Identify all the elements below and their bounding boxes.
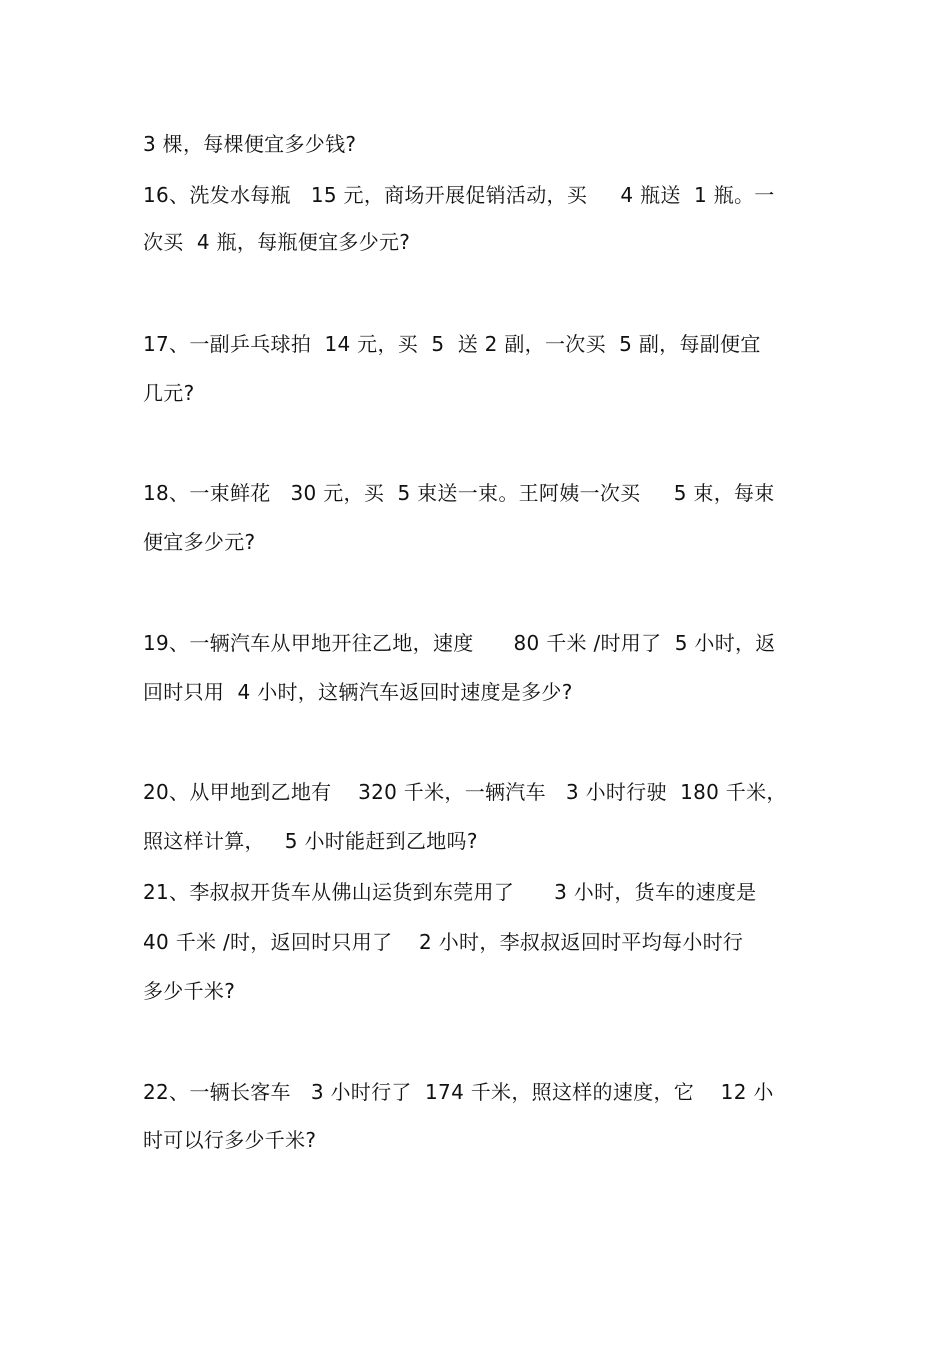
problem-22-line-2: 时可以行多少千米?	[143, 1128, 317, 1152]
problem-21-line-2: 40 千米 /时，返回时只用了 2 小时，李叔叔返回时平均每小时行	[143, 930, 744, 954]
problem-17-line-2: 几元?	[143, 381, 195, 405]
problem-16-line-1: 16、洗发水每瓶 15 元，商场开展促销活动，买 4 瓶送 1 瓶。一	[143, 183, 775, 207]
problem-21-line-1: 21、李叔叔开货车从佛山运货到东莞用了 3 小时，货车的速度是	[143, 880, 757, 904]
problem-21-line-3: 多少千米?	[143, 979, 236, 1003]
problem-20-line-1: 20、从甲地到乙地有 320 千米，一辆汽车 3 小时行驶 180 千米，	[143, 780, 787, 804]
problem-17-line-1: 17、一副乒乓球拍 14 元，买 5 送 2 副，一次买 5 副，每副便宜	[143, 332, 761, 356]
problem-15-line-1: 3 棵，每棵便宜多少钱?	[143, 132, 357, 156]
problem-19-line-1: 19、一辆汽车从甲地开往乙地，速度 80 千米 /时用了 5 小时，返	[143, 631, 776, 655]
problem-19-line-2: 回时只用 4 小时，这辆汽车返回时速度是多少?	[143, 680, 573, 704]
problem-16-line-2: 次买 4 瓶，每瓶便宜多少元?	[143, 230, 411, 254]
problem-18-line-1: 18、一束鲜花 30 元，买 5 束送一束。王阿姨一次买 5 束，每束	[143, 481, 775, 505]
problem-18-line-2: 便宜多少元?	[143, 530, 256, 554]
problem-22-line-1: 22、一辆长客车 3 小时行了 174 千米，照这样的速度，它 12 小	[143, 1080, 774, 1104]
problem-20-line-2: 照这样计算， 5 小时能赶到乙地吗?	[143, 829, 478, 853]
